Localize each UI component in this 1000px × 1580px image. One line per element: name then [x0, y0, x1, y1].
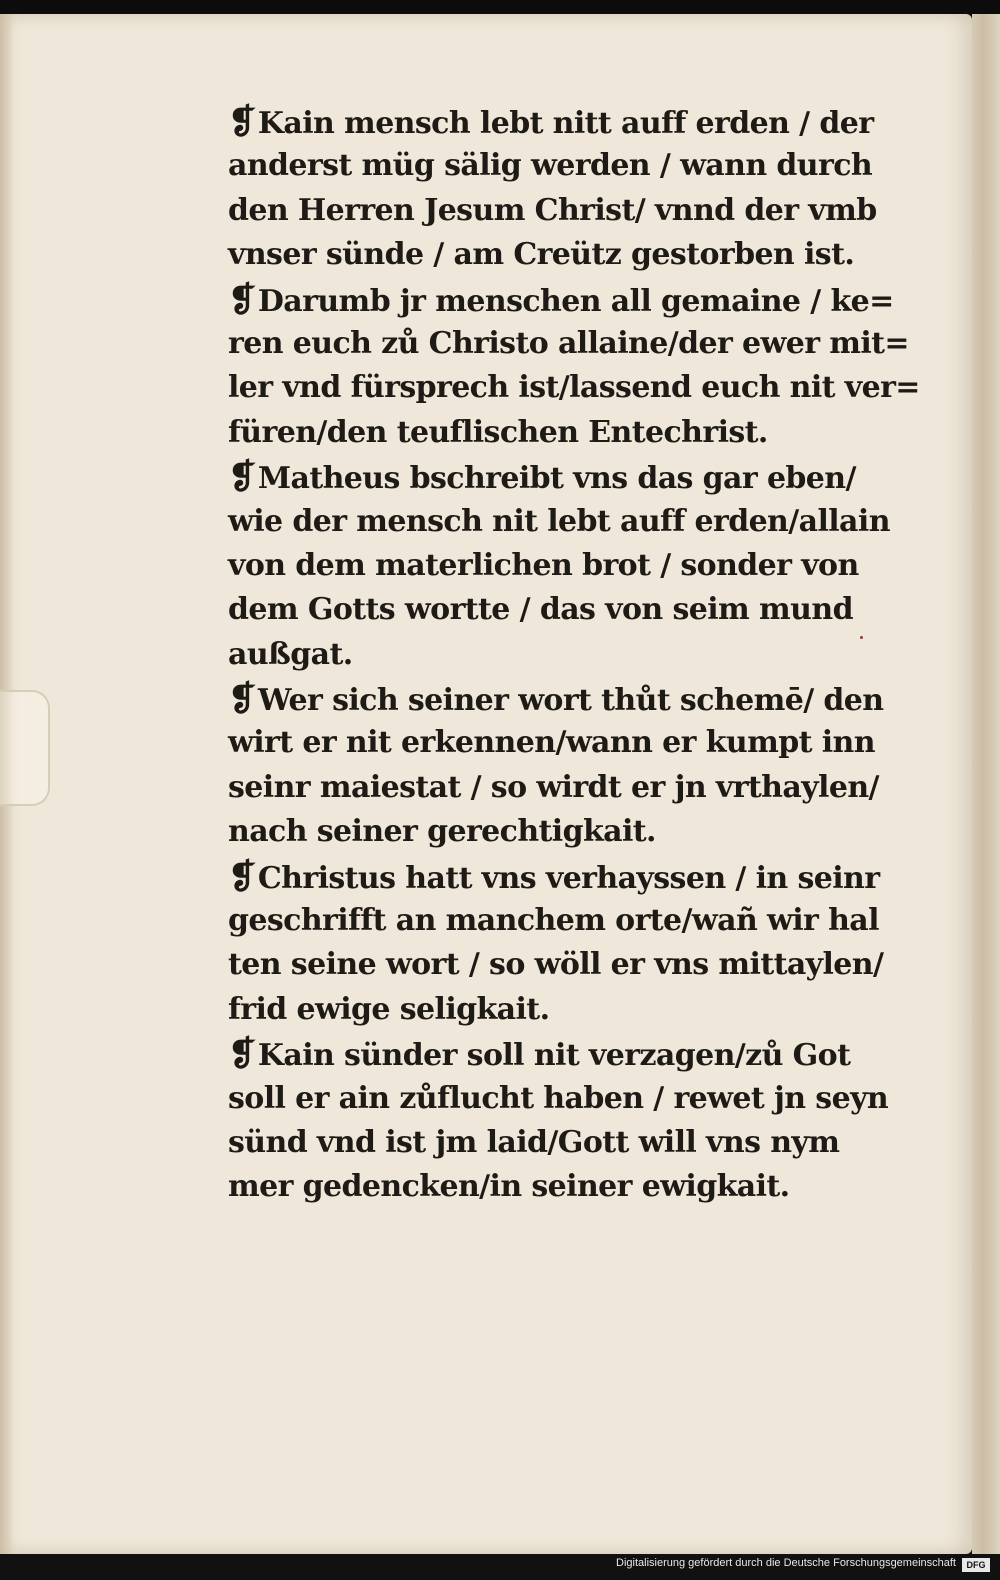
text-line [228, 366, 928, 410]
line-text: nach seiner gerechtigkait. [228, 814, 656, 850]
line-text: ler vnd fürsprech ist/lassend euch nit ver= [228, 370, 920, 406]
text-line [228, 721, 928, 765]
text-line [228, 233, 928, 277]
line-text: von dem materlichen brot / sonder von [228, 547, 859, 583]
text-line [228, 455, 928, 499]
paragraph-mark: ❡ [228, 279, 256, 320]
line-text: Kain mensch lebt nitt auff erden / der [257, 106, 874, 141]
dfg-logo: DFG [962, 1558, 990, 1572]
line-text: Kain sünder soll nit verzagen/zů Got [257, 1038, 851, 1074]
text-line [228, 278, 928, 322]
text-line [228, 588, 928, 632]
line-text: seinr maiestat / so wirdt er jn vrthaylen/ [228, 769, 879, 805]
line-text: Matheus bschreibt vns das gar eben/ [257, 461, 856, 497]
text-line [228, 988, 928, 1032]
line-text: dem Gotts wortte / das von seim mund [228, 592, 853, 628]
paragraph-mark: ❡ [228, 457, 256, 498]
paragraph-mark: ❡ [228, 679, 256, 720]
text-line [228, 633, 928, 677]
line-text: mer gedencken/in seiner ewigkait. [228, 1169, 790, 1205]
text-line [228, 943, 928, 987]
line-text: außgat. [228, 636, 353, 672]
page-tab-marker [0, 690, 50, 806]
line-text: Christus hatt vns verhayssen / in seinr [257, 860, 880, 896]
paragraph-mark: ❡ [228, 1034, 256, 1075]
top-frame [0, 0, 1000, 14]
text-line [228, 677, 928, 721]
line-text: ren euch zů Christo allaine/der ewer mit= [228, 325, 909, 361]
line-text: sünd vnd ist jm laid/Gott will vns nym [228, 1124, 840, 1160]
text-line [228, 1077, 928, 1121]
line-text: ten seine wort / so wöll er vns mittaylen/ [228, 947, 884, 983]
text-line [228, 411, 928, 455]
text-line [228, 100, 928, 144]
line-text: vnser sünde / am Creütz gestorben ist. [228, 237, 855, 273]
text-line [228, 544, 928, 588]
text-line [228, 899, 928, 943]
text-line [228, 144, 928, 188]
page-edge-stack [972, 14, 1000, 1554]
line-text: anderst müg sälig werden / wann durch [228, 148, 873, 184]
line-text: geschrifft an manchem orte/wañ wir hal [228, 903, 879, 939]
line-text: frid ewige seligkait. [228, 991, 550, 1027]
line-text: wie der mensch nit lebt auff erden/allain [228, 503, 890, 539]
text-line [228, 1032, 928, 1076]
text-line [228, 322, 928, 366]
line-text: soll er ain zůflucht haben / rewet jn seyn [228, 1080, 889, 1116]
paragraph-mark: ❡ [228, 856, 256, 897]
text-block [228, 100, 928, 1210]
line-text: Wer sich seiner wort thůt schemē/ den [257, 683, 884, 719]
line-text: wirt er nit erkennen/wann er kumpt inn [228, 725, 875, 761]
text-line [228, 500, 928, 544]
text-line [228, 1121, 928, 1165]
text-line [228, 1165, 928, 1209]
text-line [228, 189, 928, 233]
text-line [228, 855, 928, 899]
line-text: füren/den teuflischen Entechrist. [228, 414, 768, 450]
paragraph-mark: ❡ [228, 102, 256, 142]
text-line [228, 810, 928, 854]
digitization-credit: Digitalisierung gefördert durch die Deutsche Forschungsgemeinschaft [616, 1557, 956, 1569]
text-line [228, 766, 928, 810]
line-text: den Herren Jesum Christ/ vnnd der vmb [228, 192, 877, 228]
line-text: Darumb jr menschen all gemaine / ke= [257, 283, 894, 319]
